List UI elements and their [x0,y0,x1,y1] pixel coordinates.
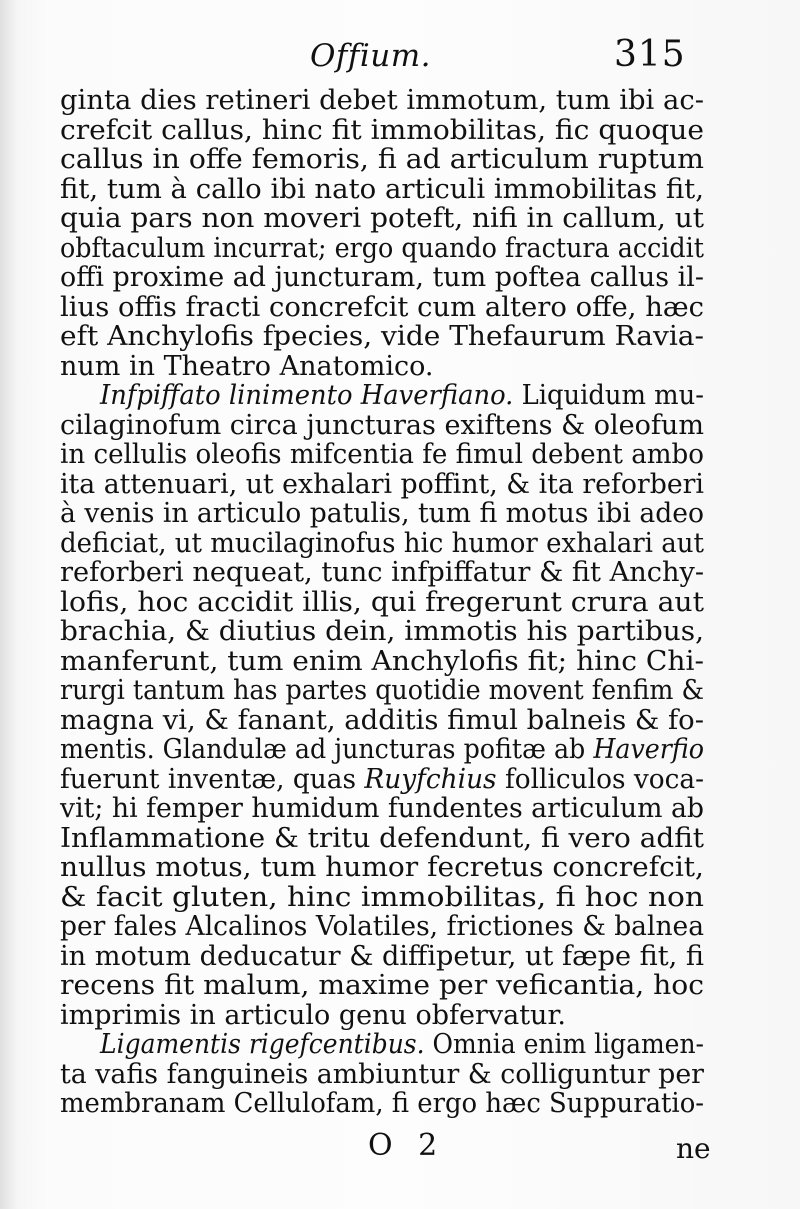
text-line: fuerunt inventæ, quas Ruyfchius folliculos voca- [60,764,705,795]
text-line: mentis. Glandulæ ad juncturas pofitæ ab Haverfio [60,734,705,765]
text-line: magna vi, & fanant, additis fimul balneis & fo- [60,705,704,736]
text-line: obftaculum incurrat; ergo quando fractura accidit [60,233,704,264]
text-line: vit; hi femper humidum fundentes articulum ab [60,793,705,824]
text-line: brachia, & diutius dein, immotis his partibus, [60,616,705,647]
italic-term: Infpiffato linimento Haverfiano. [100,380,514,411]
text-line: quia pars non moveri poteft, nifi in callum, ut [60,203,704,234]
text-line: ita attenuari, ut exhalari poffint, & ita reforberi [60,469,704,500]
page-gutter-shadow [0,0,18,1209]
text-line: rurgi tantum has partes quotidie movent fenfim & [60,675,704,706]
text-line: manferunt, tum enim Anchylofis fit; hinc Chi- [60,646,705,677]
text-line: callus in offe femoris, fi ad articulum ruptum [60,144,705,175]
text-line: crefcit callus, hinc fit immobilitas, fic quoque [60,115,704,146]
text-line: eft Anchylofis fpecies, vide Thefaurum Ravia- [60,321,704,352]
text-line: in cellulis oleofis mifcentia fe fimul debent ambo [60,439,704,470]
text-line: nullus motus, tum humor fecretus concrefcit, [60,852,704,883]
catchword: ne [676,1132,711,1165]
italic-term: Haverfio [593,734,705,765]
text-line: membranam Cellulofam, fi ergo hæc Suppuratio- [60,1088,705,1119]
text-line: à venis in articulo patulis, tum fi motus ibi adeo [60,498,704,529]
running-head: Offium. [310,38,431,74]
signature-mark: O 2 [368,1128,446,1163]
text-line: offi proxime ad juncturam, tum poftea callus il- [60,262,705,293]
italic-term: Ligamentis rigefcentibus. [100,1029,425,1060]
text-line: imprimis in articulo genu obfervatur. [60,1000,566,1031]
text-line: Ligamentis rigefcentibus. Omnia enim ligamen- [100,1029,705,1060]
text-line: Infpiffato linimento Haverfiano. Liquidum mu- [100,380,704,411]
text-line: fit, tum à callo ibi nato articuli immobilitas fit, [60,174,704,205]
text-line: ginta dies retineri debet immotum, tum ibi ac- [60,85,705,116]
italic-term: Ruyfchius [364,764,497,795]
text-line: num in Theatro Anatomico. [60,351,434,382]
text-line: cilaginofum circa juncturas exiftens & oleofum [60,410,704,441]
text-line: lius offis fracti concrefcit cum altero offe, hæc [60,292,705,323]
text-line: deficiat, ut mucilaginofus hic humor exhalari aut [60,528,704,559]
text-line: Inflammatione & tritu defendunt, fi vero adfit [60,823,705,854]
text-line: in motum deducatur & diffipetur, ut fæpe fit, fi [60,941,705,972]
text-line: reforberi nequeat, tunc infpiffatur & fit Anchy- [60,557,705,588]
page-number: 315 [614,34,686,75]
text-line: ta vafis fanguineis ambiuntur & colliguntur per [60,1059,705,1090]
page-footer [0,1126,800,1186]
text-line: lofis, hoc accidit illis, qui fregerunt crura aut [60,587,704,618]
text-line: recens fit malum, maxime per veficantia, hoc [60,970,705,1001]
text-line: per fales Alcalinos Volatiles, frictiones & balnea [60,911,705,942]
text-line: & facit gluten, hinc immobilitas, fi hoc non [60,882,705,913]
page-header [0,34,800,84]
